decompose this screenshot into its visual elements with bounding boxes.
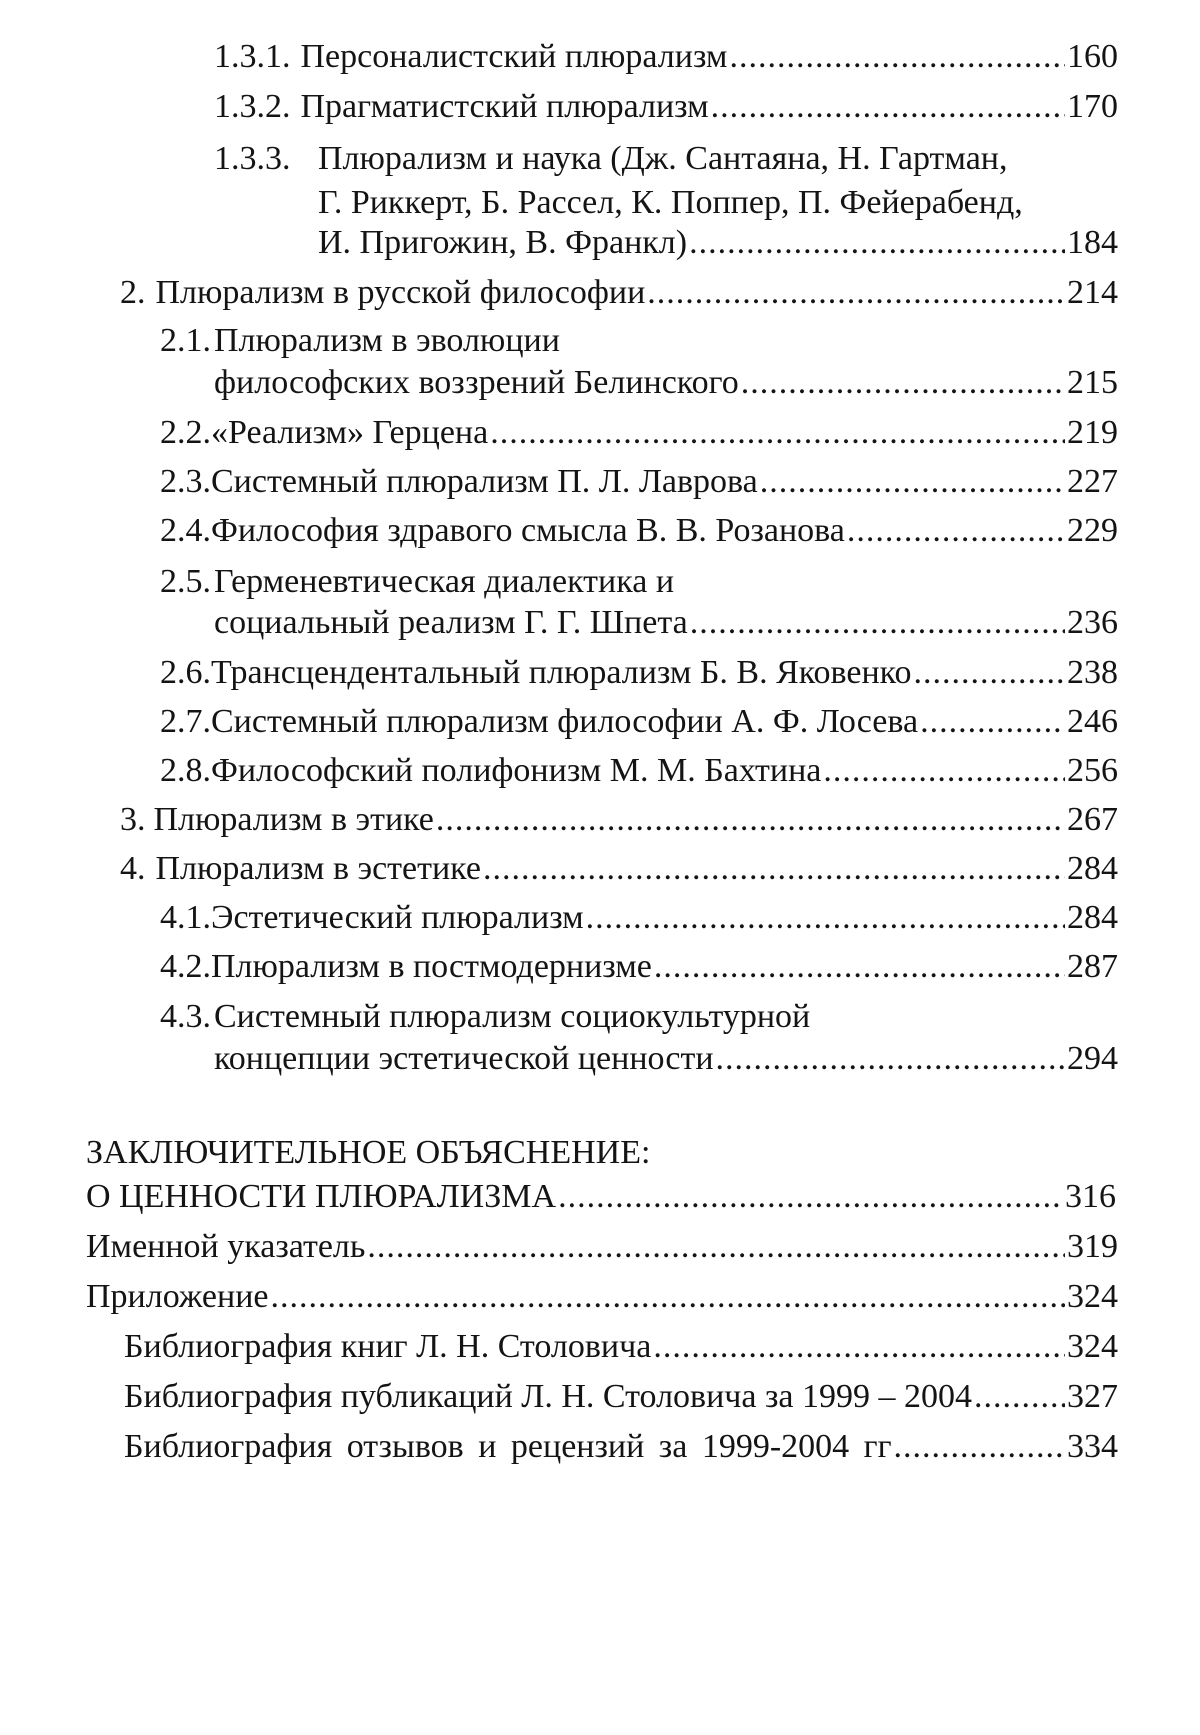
toc-entry-title-line: ЗАКЛЮЧИТЕЛЬНОЕ ОБЪЯСНЕНИЕ: [86,1134,651,1171]
toc-entry-page: 256 [1067,752,1118,789]
toc-entry-page: 316 [1065,1178,1116,1215]
leader-dots [483,848,1065,890]
leader-dots [894,1426,1065,1468]
toc-entry-title: Библиография отзывов и рецензий за 1999-2004 гг [124,1428,892,1465]
toc-entry-title-line: И. Пригожин, В. Франкл) [318,224,688,261]
toc-entry-title: Библиография книг Л. Н. Столовича [124,1328,652,1365]
toc-entry-number: 2.6. [160,654,211,691]
toc-entry-title-line: концепции эстетической ценности [214,1040,714,1077]
leader-dots [729,36,1065,78]
toc-entry-title: Плюрализм в эстетике [155,850,481,887]
toc-entry-title: Плюрализм в этике [153,801,434,838]
toc-entry-title: Эстетический плюрализм [211,899,584,936]
toc-entry-title-line: философских воззрений Белинского [214,364,739,401]
toc-entry-number: 1.3.2. [214,88,291,125]
toc-entry-number: 4. [120,850,146,887]
toc-entry-page: 284 [1067,899,1118,936]
toc-entry-title: Плюрализм в постмодернизме [211,948,652,985]
toc-entry-title-line: Герменевтическая диалектика и [214,563,675,600]
toc-entry-title: Философский полифонизм М. М. Бахтина [211,752,822,789]
toc-entry-title: «Реализм» Герцена [211,414,489,451]
toc-entry-page: 334 [1067,1428,1118,1465]
toc-entry-number: 2.1. [160,322,211,359]
toc-entry-title-line: Системный плюрализм социокультурной [214,998,811,1035]
toc-entry-title: Системный плюрализм П. Л. Лаврова [211,463,758,500]
toc-entry-page: 294 [1067,1040,1118,1077]
leader-dots [711,86,1065,128]
toc-entry-page: 184 [1067,224,1118,261]
toc-entry-number: 3. [120,801,146,838]
toc-entry-title: Приложение [86,1278,269,1315]
toc-entry-number: 2.4. [160,512,211,549]
leader-dots [653,1326,1065,1368]
leader-dots [558,1176,1063,1218]
leader-dots [823,750,1065,792]
toc-entry-page: 319 [1067,1228,1118,1265]
toc-entry-page: 324 [1067,1278,1118,1315]
toc-entry-title: Именной указатель [86,1228,366,1265]
toc-entry-page: 238 [1067,654,1118,691]
toc-entry-page: 215 [1067,364,1118,401]
toc-entry-title: Системный плюрализм философии А. Ф. Лосева [211,703,919,740]
toc-entry-number: 2.3. [160,463,211,500]
toc-entry-page: 229 [1067,512,1118,549]
toc-entry-title-line: О ЦЕННОСТИ ПЛЮРАЛИЗМА [86,1178,557,1215]
leader-dots [689,222,1065,264]
toc-entry-page: 246 [1067,703,1118,740]
toc-entry-title: Философия здравого смысла В. В. Розанова [211,512,845,549]
toc-entry-number: 2.2. [160,414,211,451]
toc-entry-number: 2.7. [160,703,211,740]
toc-entry-page: 284 [1067,850,1118,887]
toc-entry-page: 327 [1067,1378,1118,1415]
toc-entry-number: 4.2. [160,948,211,985]
toc-entry-page: 227 [1067,463,1118,500]
toc-entry-title: Прагматистский плюрализм [300,88,709,125]
leader-dots [913,652,1065,694]
toc-entry-title: Плюрализм в русской философии [155,274,646,311]
toc-entry-title-line: социальный реализм Г. Г. Шпета [214,604,688,641]
toc-entry-page: 219 [1067,414,1118,451]
leader-dots [436,799,1065,841]
leader-dots [586,897,1065,939]
toc-entry-page: 324 [1067,1328,1118,1365]
toc-entry-title-line: Плюрализм и наука (Дж. Сантаяна, Н. Гартман, [318,140,1008,177]
leader-dots [760,461,1065,503]
toc-entry-number: 4.3. [160,998,211,1035]
toc-entry-title: Персоналистский плюрализм [300,38,728,75]
toc-entry-number: 2. [120,274,146,311]
toc-entry-title: Библиография публикаций Л. Н. Столовича за 1999 – 2004 [124,1378,973,1415]
leader-dots [974,1376,1065,1418]
toc-entry-number: 2.8. [160,752,211,789]
leader-dots [367,1226,1065,1268]
leader-dots [690,602,1065,644]
leader-dots [490,412,1065,454]
toc-entry-number: 1.3.1. [214,38,291,75]
toc-entry-page: 236 [1067,604,1118,641]
toc-entry-title-line: Плюрализм в эволюции [214,322,560,359]
toc-entry-number: 1.3.3. [214,140,291,177]
leader-dots [716,1038,1065,1080]
leader-dots [270,1276,1065,1318]
toc-entry-page: 214 [1067,274,1118,311]
toc-entry-page: 170 [1067,88,1118,125]
toc-entry-page: 160 [1067,38,1118,75]
toc-entry-title: Трансцендентальный плюрализм Б. В. Яковенко [211,654,912,691]
toc-entry-page: 267 [1067,801,1118,838]
leader-dots [654,946,1065,988]
toc-entry-number: 4.1. [160,899,211,936]
leader-dots [647,272,1065,314]
leader-dots [741,362,1065,404]
toc-entry-number: 2.5. [160,563,211,600]
toc-entry-page: 287 [1067,948,1118,985]
toc-entry-title-line: Г. Риккерт, Б. Рассел, К. Поппер, П. Фейерабенд, [318,184,1023,221]
leader-dots [847,510,1065,552]
leader-dots [920,701,1065,743]
